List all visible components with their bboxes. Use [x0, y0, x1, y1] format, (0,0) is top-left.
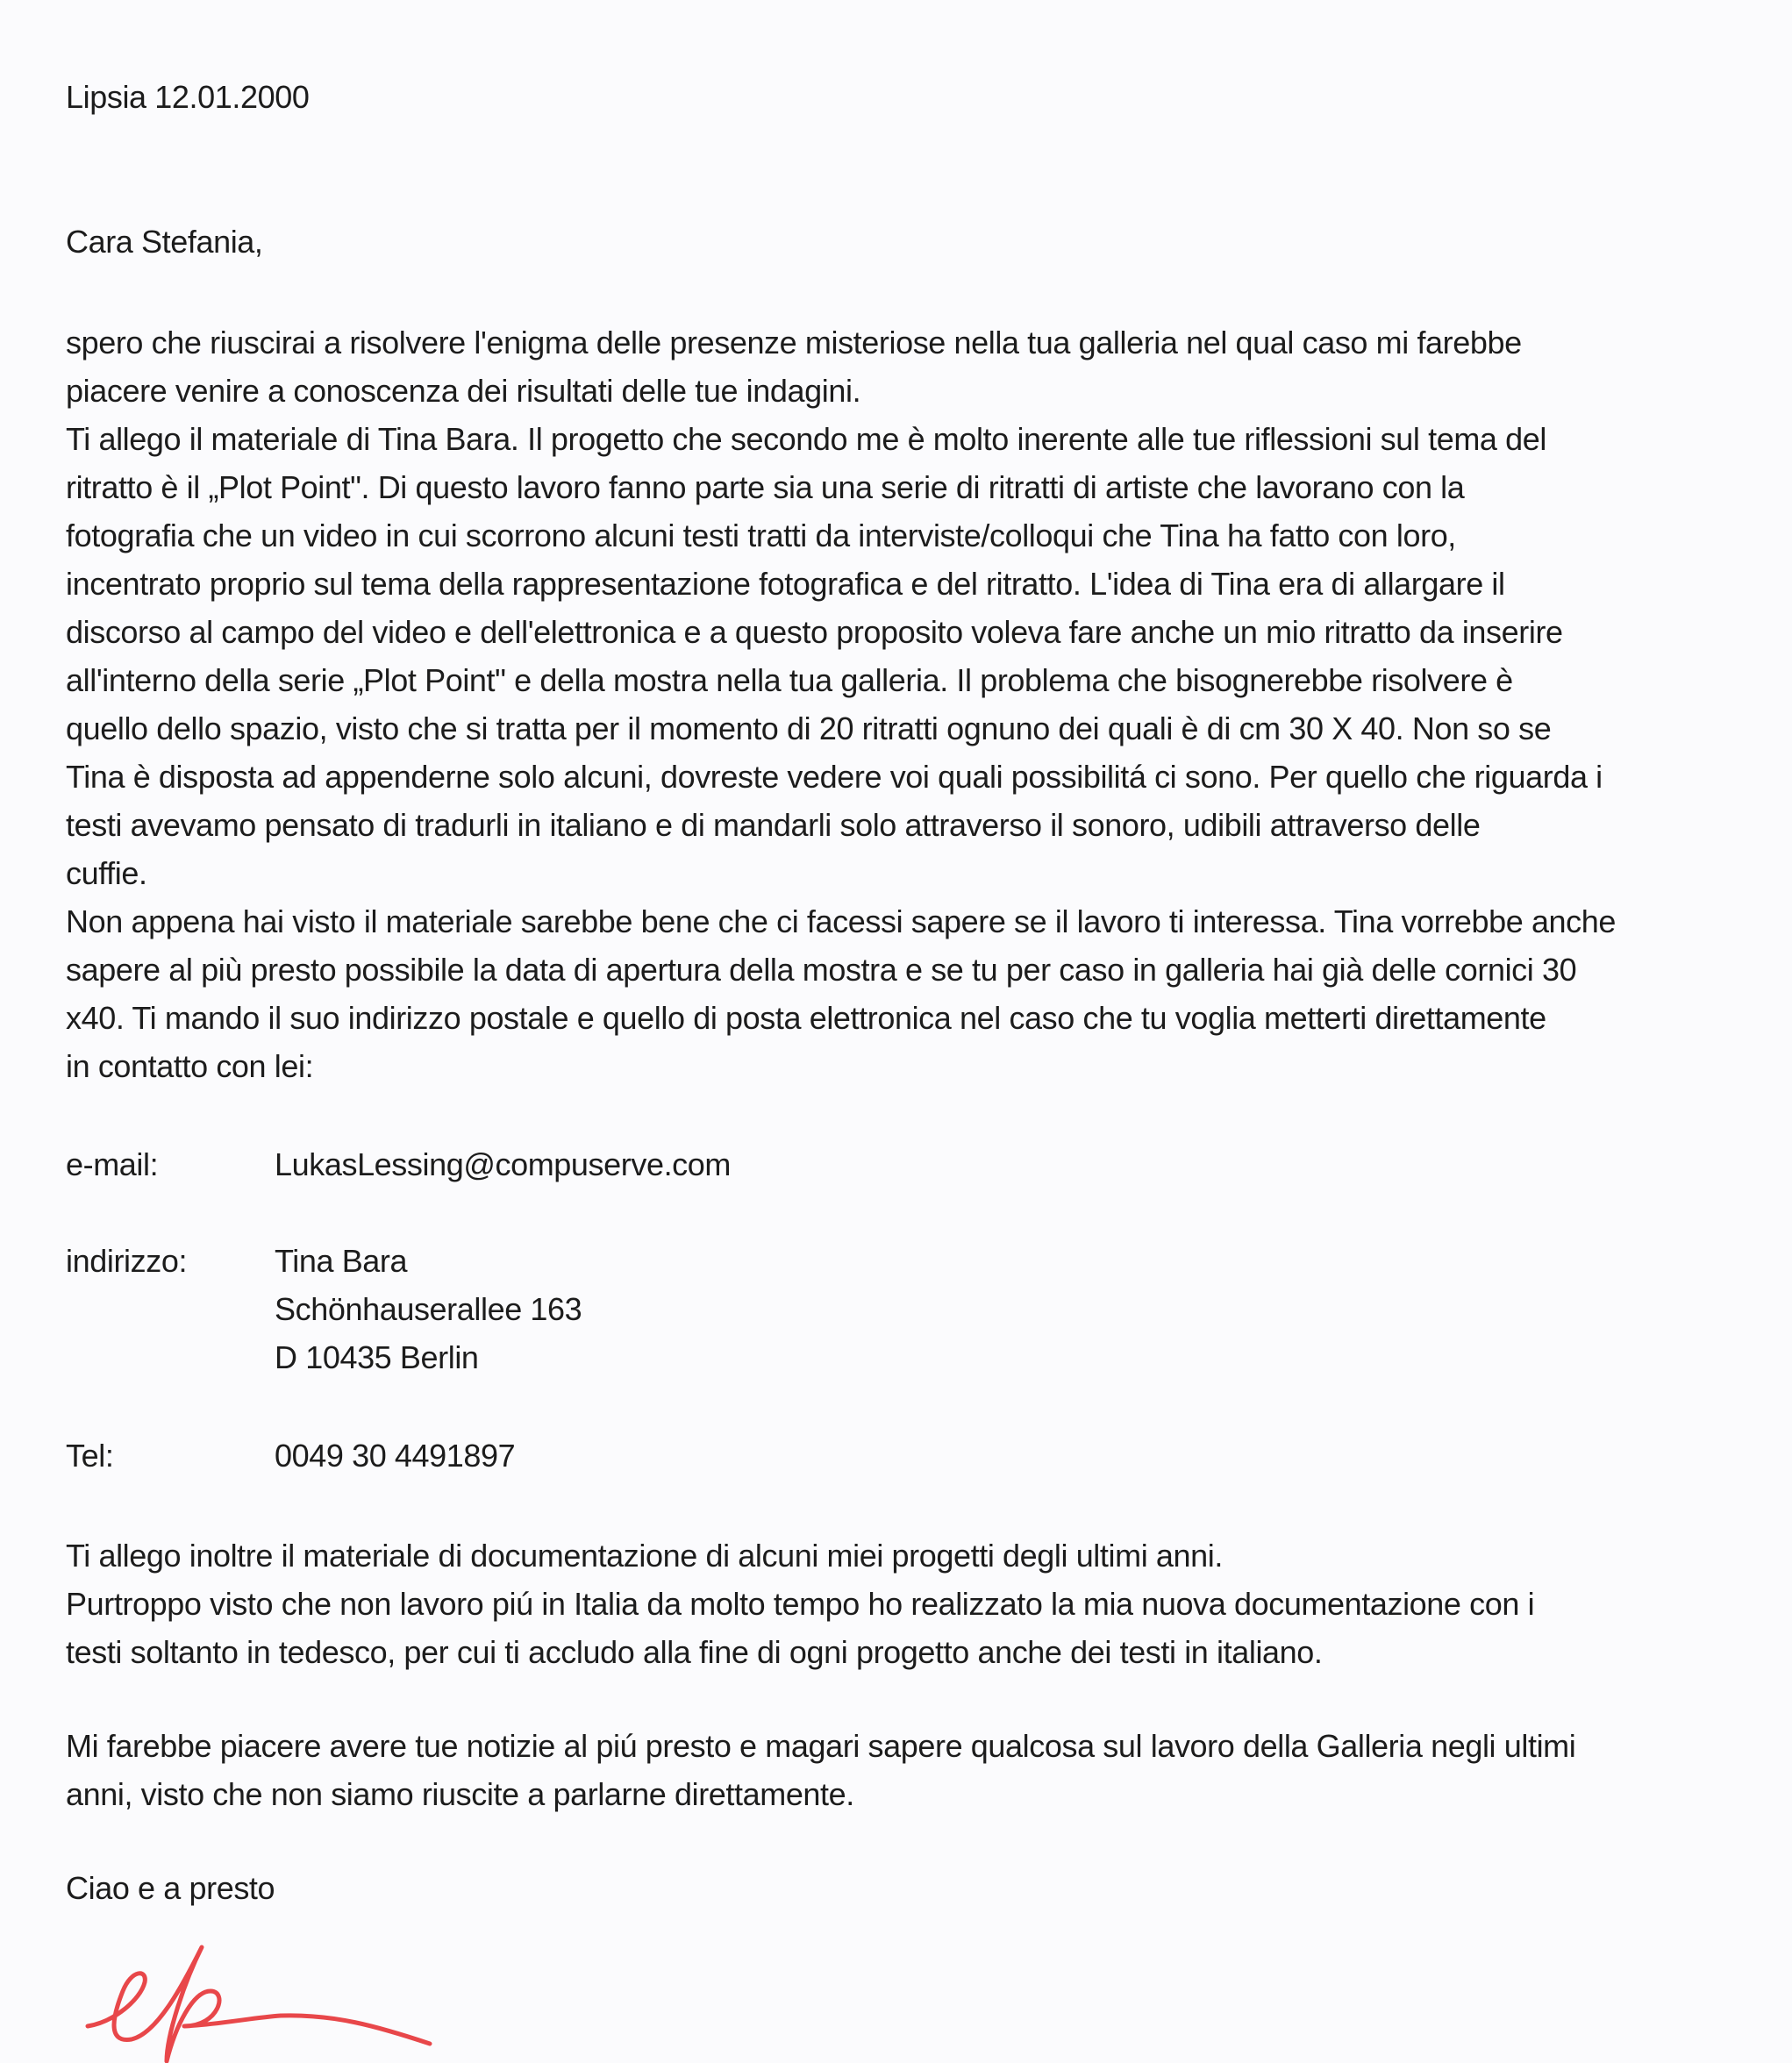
text-line: cuffie.: [66, 855, 147, 891]
tel-number: 0049 30 4491897: [275, 1438, 516, 1474]
email-label: e-mail:: [66, 1146, 159, 1182]
text-line: quello dello spazio, visto che si tratta per il momento di 20 ritratti ognuno dei quali è di cm 30 X 40. Non so se: [66, 710, 1552, 746]
address-label: indirizzo:: [66, 1243, 188, 1279]
text-line: testi avevamo pensato di tradurli in italiano e di mandarli solo attraverso il sonoro, udibili attraverso delle: [66, 807, 1481, 843]
signature-stroke: [88, 1947, 430, 2061]
email-address: LukasLessing@compuserve.com: [275, 1146, 731, 1182]
text-line: testi soltanto in tedesco, per cui ti accludo alla fine di ogni progetto anche dei testi in italiano.: [66, 1634, 1323, 1670]
tel-label: Tel:: [66, 1438, 114, 1474]
text-line: x40. Ti mando il suo indirizzo postale e quello di posta elettronica nel caso che tu voglia metterti direttamente: [66, 1000, 1546, 1036]
address-line: D 10435 Berlin: [275, 1339, 479, 1375]
closing: Ciao e a presto: [66, 1870, 275, 1906]
text-line: Non appena hai visto il materiale sarebbe bene che ci facessi sapere se il lavoro ti interessa. Tina vorrebbe anche: [66, 903, 1617, 939]
text-line: discorso al campo del video e dell'elettronica e a questo proposito voleva fare anche un mio ritratto da inserire: [66, 614, 1563, 650]
text-line: spero che riuscirai a risolvere l'enigma delle presenze misteriose nella tua galleria nel qual caso mi farebbe: [66, 325, 1522, 360]
greeting: Cara Stefania,: [66, 224, 263, 260]
text-line: Ti allego inoltre il materiale di documentazione di alcuni miei progetti degli ultimi anni.: [66, 1538, 1223, 1574]
text-line: Ti allego il materiale di Tina Bara. Il progetto che secondo me è molto inerente alle tue riflessioni sul tema del: [66, 421, 1546, 457]
address-line: Schönhauserallee 163: [275, 1291, 582, 1327]
text-line: fotografia che un video in cui scorrono alcuni testi tratti da interviste/colloqui che Tina ha fatto con loro,: [66, 518, 1456, 553]
text-line: anni, visto che non siamo riuscite a parlarne direttamente.: [66, 1776, 854, 1812]
signature: [79, 1930, 474, 2063]
text-line: Mi farebbe piacere avere tue notizie al piú presto e magari sapere qualcosa sul lavoro della Galleria negli ultimi: [66, 1728, 1576, 1764]
address-line: Tina Bara: [275, 1243, 408, 1279]
text-line: Purtroppo visto che non lavoro piú in Italia da molto tempo ho realizzato la mia nuova documentazione con i: [66, 1586, 1535, 1622]
text-line: piacere venire a conoscenza dei risultati delle tue indagini.: [66, 373, 861, 409]
text-line: incentrato proprio sul tema della rappresentazione fotografica e del ritratto. L'idea di Tina era di allargare il: [66, 566, 1505, 602]
text-line: sapere al più presto possibile la data di apertura della mostra e se tu per caso in galleria hai già delle cornici 30: [66, 952, 1577, 988]
text-line: Tina è disposta ad appenderne solo alcuni, dovreste vedere voi quali possibilitá ci sono. Per quello che riguarda i: [66, 759, 1603, 795]
text-line: ritratto è il „Plot Point". Di questo lavoro fanno parte sia una serie di ritratti di artiste che lavorano con la: [66, 469, 1465, 505]
text-line: in contatto con lei:: [66, 1048, 314, 1084]
text-line: all'interno della serie „Plot Point" e della mostra nella tua galleria. Il problema che bisognerebbe risolvere è: [66, 662, 1513, 698]
letter-date: Lipsia 12.01.2000: [66, 79, 310, 115]
